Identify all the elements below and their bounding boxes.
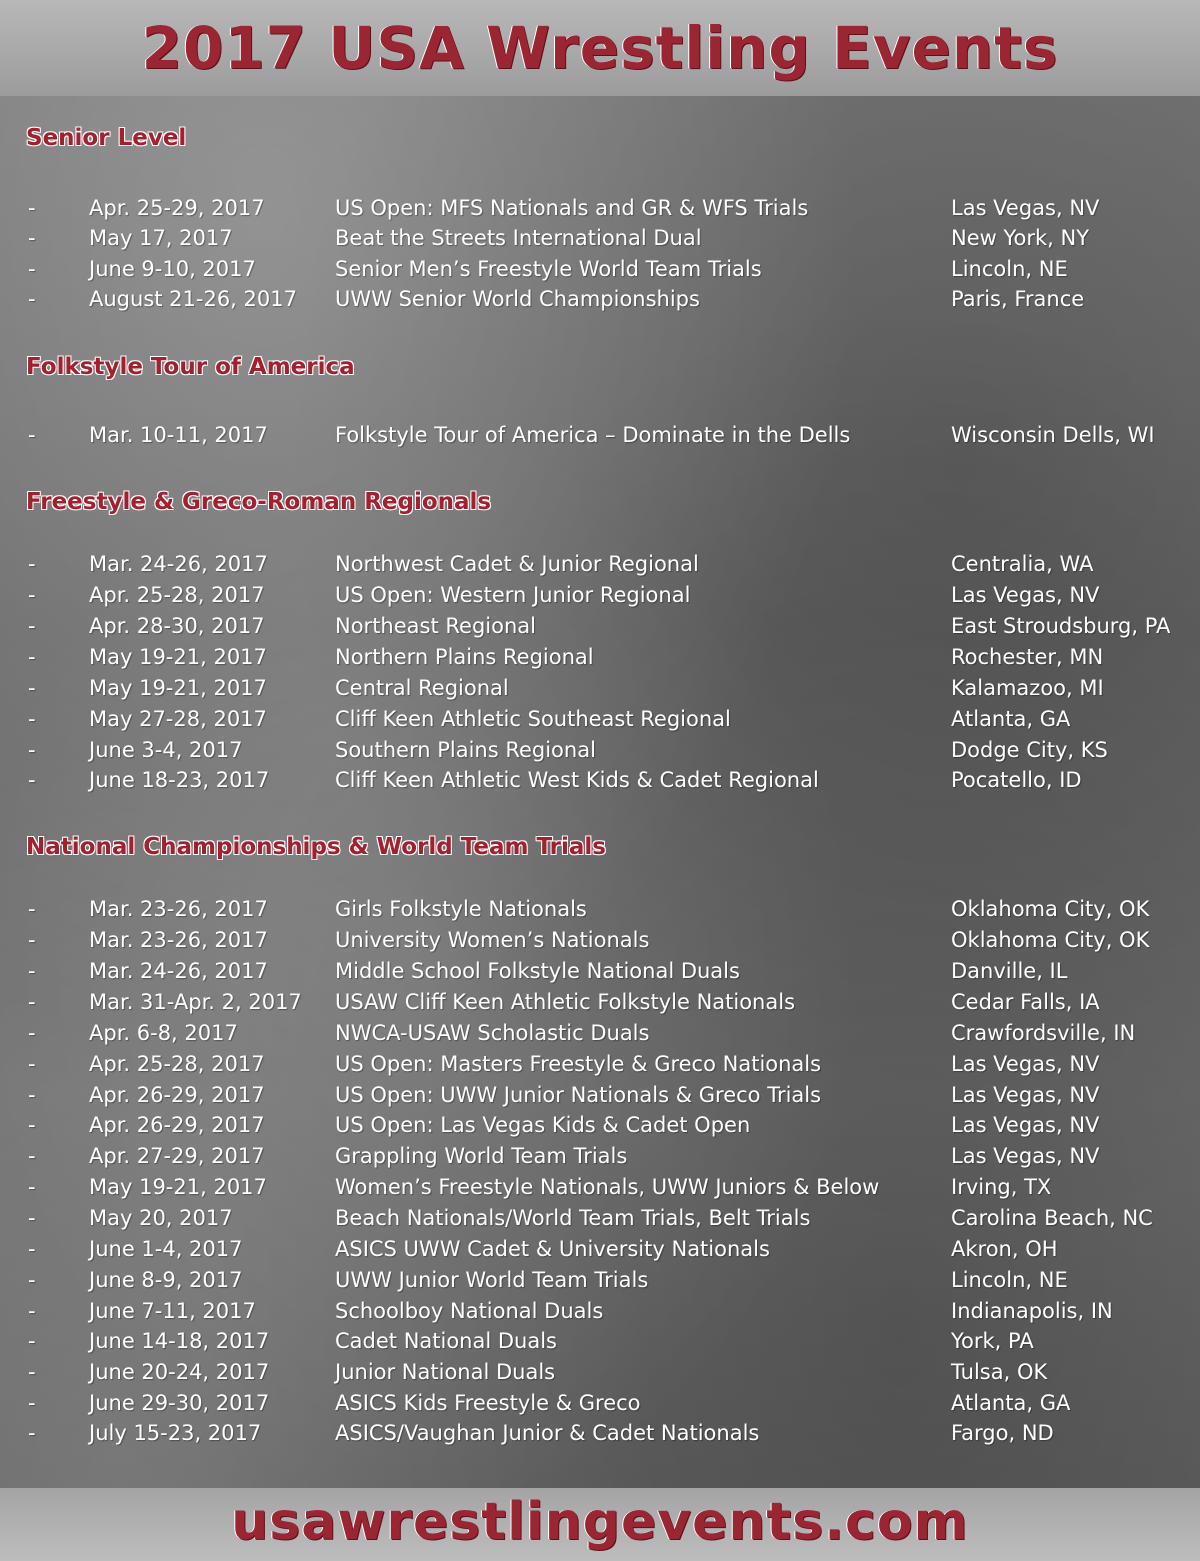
- event-date: June 8-9, 2017: [89, 1268, 243, 1292]
- event-location: Las Vegas, NV: [951, 583, 1100, 607]
- event-name: ASICS UWW Cadet & University Nationals: [335, 1237, 770, 1261]
- event-name: ASICS Kids Freestyle & Greco: [335, 1391, 641, 1415]
- event-name: Middle School Folkstyle National Duals: [335, 959, 740, 983]
- event-location: Danville, IL: [951, 959, 1068, 983]
- event-name: Folkstyle Tour of America – Dominate in the Dells: [335, 423, 851, 447]
- event-location: Akron, OH: [951, 1237, 1058, 1261]
- event-location: New York, NY: [951, 226, 1090, 250]
- bullet-dash: -: [28, 1052, 36, 1076]
- event-name: Northern Plains Regional: [335, 645, 594, 669]
- event-date: May 17, 2017: [89, 226, 233, 250]
- event-row: [0, 642, 1200, 672]
- bullet-dash: -: [28, 990, 36, 1014]
- event-name: UWW Senior World Championships: [335, 287, 700, 311]
- bullet-dash: -: [28, 226, 36, 250]
- event-location: Crawfordsville, IN: [951, 1021, 1136, 1045]
- event-location: Las Vegas, NV: [951, 1113, 1100, 1137]
- event-row: [0, 1172, 1200, 1202]
- event-row: [0, 284, 1200, 314]
- event-date: May 19-21, 2017: [89, 1175, 267, 1199]
- event-row: [0, 956, 1200, 986]
- event-date: May 20, 2017: [89, 1206, 233, 1230]
- event-date: Apr. 6-8, 2017: [89, 1021, 238, 1045]
- event-name: USAW Cliff Keen Athletic Folkstyle Nationals: [335, 990, 796, 1014]
- event-location: Wisconsin Dells, WI: [951, 423, 1155, 447]
- event-location: Centralia, WA: [951, 552, 1094, 576]
- bullet-dash: -: [28, 552, 36, 576]
- event-date: Mar. 31-Apr. 2, 2017: [89, 990, 302, 1014]
- event-location: Pocatello, ID: [951, 768, 1082, 792]
- bullet-dash: -: [28, 1329, 36, 1353]
- event-row: [0, 580, 1200, 610]
- event-date: June 20-24, 2017: [89, 1360, 270, 1384]
- event-date: June 3-4, 2017: [89, 738, 243, 762]
- event-name: US Open: Las Vegas Kids & Cadet Open: [335, 1113, 751, 1137]
- bullet-dash: -: [28, 1144, 36, 1168]
- event-name: Senior Men’s Freestyle World Team Trials: [335, 257, 762, 281]
- footer-url-link[interactable]: usawrestlingevents.com: [231, 1492, 969, 1552]
- event-row: [0, 1357, 1200, 1387]
- event-row: [0, 925, 1200, 955]
- event-location: Atlanta, GA: [951, 707, 1071, 731]
- event-name: Women’s Freestyle Nationals, UWW Juniors & Below: [335, 1175, 880, 1199]
- event-date: June 1-4, 2017: [89, 1237, 243, 1261]
- event-row: [0, 704, 1200, 734]
- event-location: Oklahoma City, OK: [951, 897, 1150, 921]
- event-row: [0, 549, 1200, 579]
- event-location: York, PA: [951, 1329, 1034, 1353]
- event-name: US Open: UWW Junior Nationals & Greco Trials: [335, 1083, 822, 1107]
- bullet-dash: -: [28, 959, 36, 983]
- event-location: Kalamazoo, MI: [951, 676, 1104, 700]
- event-date: Mar. 23-26, 2017: [89, 928, 268, 952]
- bullet-dash: -: [28, 1421, 36, 1445]
- event-name: US Open: Masters Freestyle & Greco Nationals: [335, 1052, 822, 1076]
- event-name: Beat the Streets International Dual: [335, 226, 702, 250]
- event-row: [0, 765, 1200, 795]
- event-row: [0, 420, 1200, 450]
- event-date: July 15-23, 2017: [89, 1421, 262, 1445]
- event-location: Carolina Beach, NC: [951, 1206, 1153, 1230]
- event-row: [0, 1049, 1200, 1079]
- bullet-dash: -: [28, 897, 36, 921]
- event-date: Mar. 23-26, 2017: [89, 897, 268, 921]
- event-location: Las Vegas, NV: [951, 1083, 1100, 1107]
- event-row: [0, 735, 1200, 765]
- event-location: Las Vegas, NV: [951, 196, 1100, 220]
- event-date: Apr. 26-29, 2017: [89, 1083, 265, 1107]
- event-location: Las Vegas, NV: [951, 1052, 1100, 1076]
- event-date: June 14-18, 2017: [89, 1329, 270, 1353]
- bullet-dash: -: [28, 423, 36, 447]
- bullet-dash: -: [28, 676, 36, 700]
- event-row: [0, 1080, 1200, 1110]
- bullet-dash: -: [28, 1083, 36, 1107]
- event-date: May 19-21, 2017: [89, 676, 267, 700]
- event-name: Central Regional: [335, 676, 509, 700]
- bullet-dash: -: [28, 196, 36, 220]
- event-row: [0, 1418, 1200, 1448]
- bullet-dash: -: [28, 257, 36, 281]
- event-date: Apr. 26-29, 2017: [89, 1113, 265, 1137]
- event-location: Indianapolis, IN: [951, 1299, 1113, 1323]
- event-name: NWCA-USAW Scholastic Duals: [335, 1021, 650, 1045]
- event-date: June 29-30, 2017: [89, 1391, 270, 1415]
- event-location: Oklahoma City, OK: [951, 928, 1150, 952]
- bullet-dash: -: [28, 1021, 36, 1045]
- event-row: [0, 1265, 1200, 1295]
- event-location: Lincoln, NE: [951, 257, 1068, 281]
- bullet-dash: -: [28, 1360, 36, 1384]
- event-location: Irving, TX: [951, 1175, 1052, 1199]
- bullet-dash: -: [28, 645, 36, 669]
- event-name: Junior National Duals: [335, 1360, 556, 1384]
- event-row: [0, 1388, 1200, 1418]
- event-name: Northeast Regional: [335, 614, 536, 638]
- bullet-dash: -: [28, 928, 36, 952]
- event-row: [0, 1234, 1200, 1264]
- event-date: Mar. 24-26, 2017: [89, 552, 268, 576]
- page-title: 2017 USA Wrestling Events: [141, 14, 1059, 82]
- event-name: US Open: MFS Nationals and GR & WFS Trials: [335, 196, 809, 220]
- bullet-dash: -: [28, 1237, 36, 1261]
- event-name: Grappling World Team Trials: [335, 1144, 628, 1168]
- event-date: August 21-26, 2017: [89, 287, 297, 311]
- event-row: [0, 1110, 1200, 1140]
- event-row: [0, 894, 1200, 924]
- event-date: June 9-10, 2017: [89, 257, 256, 281]
- bullet-dash: -: [28, 1113, 36, 1137]
- event-name: ASICS/Vaughan Junior & Cadet Nationals: [335, 1421, 760, 1445]
- event-name: Girls Folkstyle Nationals: [335, 897, 587, 921]
- bullet-dash: -: [28, 287, 36, 311]
- bullet-dash: -: [28, 1206, 36, 1230]
- event-date: Apr. 28-30, 2017: [89, 614, 265, 638]
- section-heading-regionals: Freestyle & Greco-Roman Regionals: [26, 489, 492, 515]
- bullet-dash: -: [28, 1268, 36, 1292]
- event-location: Paris, France: [951, 287, 1085, 311]
- section-heading-national-championships: National Championships & World Team Trials: [26, 834, 606, 860]
- event-name: Cliff Keen Athletic Southeast Regional: [335, 707, 731, 731]
- event-location: Las Vegas, NV: [951, 1144, 1100, 1168]
- event-location: East Stroudsburg, PA: [951, 614, 1171, 638]
- bullet-dash: -: [28, 1391, 36, 1415]
- event-row: [0, 223, 1200, 253]
- event-date: Mar. 10-11, 2017: [89, 423, 268, 447]
- event-name: UWW Junior World Team Trials: [335, 1268, 649, 1292]
- bullet-dash: -: [28, 614, 36, 638]
- event-location: Tulsa, OK: [951, 1360, 1048, 1384]
- event-location: Fargo, ND: [951, 1421, 1054, 1445]
- event-name: US Open: Western Junior Regional: [335, 583, 691, 607]
- event-row: [0, 611, 1200, 641]
- event-row: [0, 254, 1200, 284]
- event-row: [0, 1141, 1200, 1171]
- event-name: Schoolboy National Duals: [335, 1299, 604, 1323]
- event-date: Apr. 25-29, 2017: [89, 196, 265, 220]
- bullet-dash: -: [28, 1299, 36, 1323]
- event-date: Mar. 24-26, 2017: [89, 959, 268, 983]
- event-row: [0, 673, 1200, 703]
- event-date: June 7-11, 2017: [89, 1299, 256, 1323]
- section-heading-senior-level: Senior Level: [26, 125, 187, 151]
- event-location: Cedar Falls, IA: [951, 990, 1100, 1014]
- event-name: Cliff Keen Athletic West Kids & Cadet Regional: [335, 768, 819, 792]
- event-row: [0, 1018, 1200, 1048]
- event-location: Rochester, MN: [951, 645, 1104, 669]
- event-name: University Women’s Nationals: [335, 928, 650, 952]
- event-name: Northwest Cadet & Junior Regional: [335, 552, 699, 576]
- bullet-dash: -: [28, 738, 36, 762]
- event-date: Apr. 25-28, 2017: [89, 1052, 265, 1076]
- event-name: Cadet National Duals: [335, 1329, 557, 1353]
- bullet-dash: -: [28, 583, 36, 607]
- event-row: [0, 1203, 1200, 1233]
- event-date: June 18-23, 2017: [89, 768, 270, 792]
- event-date: Apr. 27-29, 2017: [89, 1144, 265, 1168]
- event-date: May 27-28, 2017: [89, 707, 267, 731]
- event-name: Southern Plains Regional: [335, 738, 596, 762]
- bullet-dash: -: [28, 707, 36, 731]
- event-location: Atlanta, GA: [951, 1391, 1071, 1415]
- event-location: Dodge City, KS: [951, 738, 1108, 762]
- event-name: Beach Nationals/World Team Trials, Belt Trials: [335, 1206, 811, 1230]
- event-row: [0, 1326, 1200, 1356]
- event-date: Apr. 25-28, 2017: [89, 583, 265, 607]
- event-row: [0, 1296, 1200, 1326]
- event-row: [0, 193, 1200, 223]
- section-heading-folkstyle-tour: Folkstyle Tour of America: [26, 354, 355, 380]
- bullet-dash: -: [28, 1175, 36, 1199]
- bullet-dash: -: [28, 768, 36, 792]
- event-row: [0, 987, 1200, 1017]
- event-location: Lincoln, NE: [951, 1268, 1068, 1292]
- event-date: May 19-21, 2017: [89, 645, 267, 669]
